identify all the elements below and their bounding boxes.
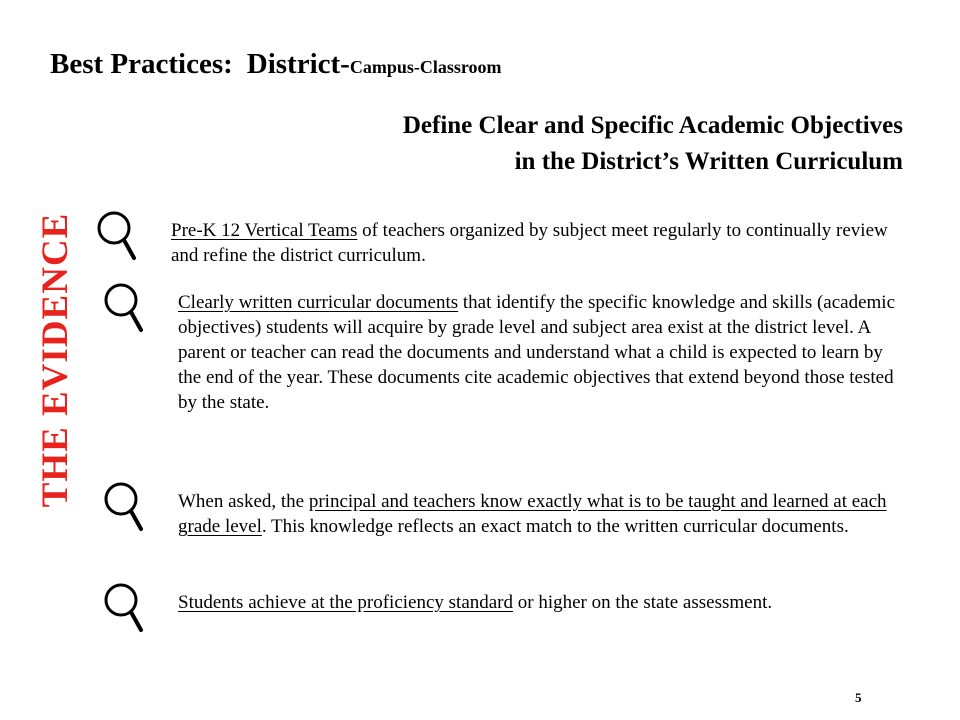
evidence-item-underlined: Clearly written curricular documents [178, 292, 459, 313]
subtitle-line-1: Define Clear and Specific Academic Objectives [402, 112, 903, 139]
magnifier-icon [96, 210, 140, 266]
slide-subtitle [203, 108, 903, 180]
evidence-item-text [178, 489, 898, 539]
evidence-item-body: that identify the specific knowledge and skills (academic objectives) students will acquire by grade level and subject area exist at the district level. A parent or teacher can read the documents and understand what a child is expected to learn by the end of the year. These documents cite academic objectives that extend beyond those tested by the state. [178, 292, 896, 413]
evidence-side-label: THE EVIDENCE [35, 212, 76, 508]
evidence-item-4 [178, 590, 898, 615]
magnifier-icon [103, 282, 147, 338]
evidence-item-1 [171, 218, 891, 268]
title-prefix: Best Practices: [50, 48, 233, 80]
evidence-item-body: or higher on the state assessment. [513, 592, 773, 613]
evidence-item-body: of teachers organized by subject meet regularly to continually review and refine the district curriculum. [171, 220, 888, 266]
page-title [50, 50, 502, 79]
evidence-item-text [178, 590, 898, 615]
evidence-item-3 [178, 489, 898, 539]
evidence-item-lead: When asked, the [178, 491, 309, 512]
page-number: 5 [855, 690, 862, 705]
evidence-item-2 [178, 290, 898, 415]
evidence-item-underlined: Pre-K 12 Vertical Teams [171, 220, 358, 241]
evidence-item-body: . This knowledge reflects an exact match to the written curricular documents. [261, 516, 849, 537]
evidence-item-text [178, 290, 898, 415]
title-campus-classroom: Campus-Classroom [349, 57, 502, 77]
evidence-item-text [171, 218, 891, 268]
magnifier-icon [103, 582, 147, 638]
magnifier-icon [103, 481, 147, 537]
title-district: District- [246, 48, 350, 80]
subtitle-line-2: in the District’s Written Curriculum [514, 148, 903, 175]
evidence-item-underlined: Students achieve at the proficiency standard [178, 592, 514, 613]
evidence-item-underlined: principal and teachers know exactly what is to be taught and learned at each grade level [178, 491, 887, 537]
